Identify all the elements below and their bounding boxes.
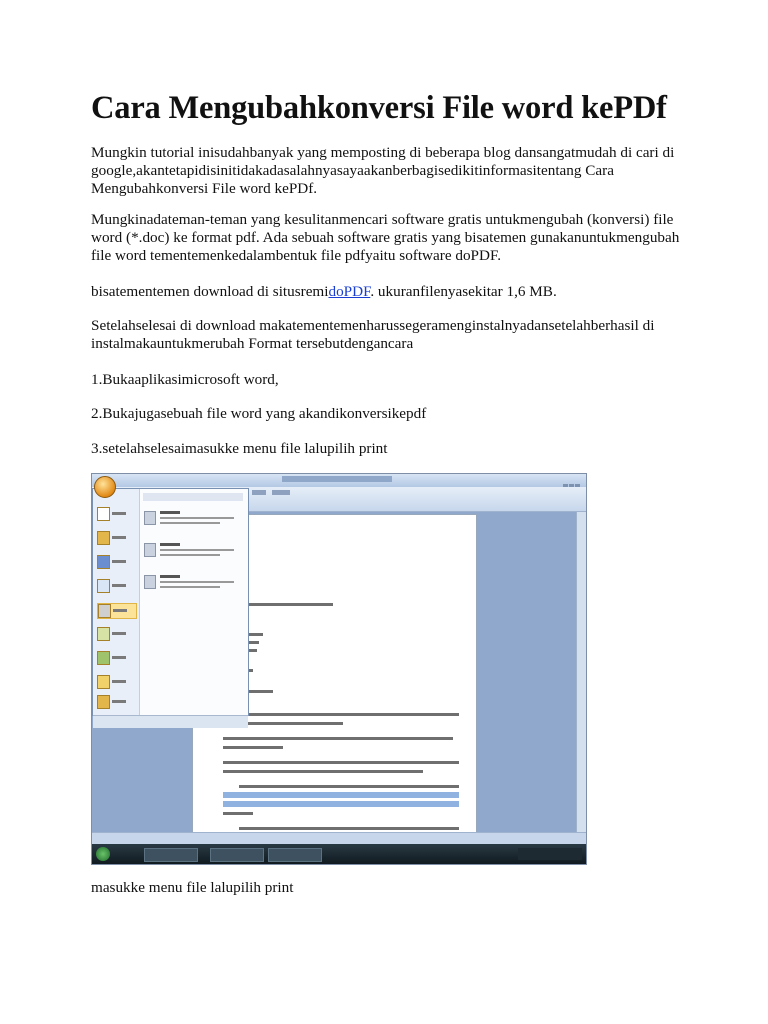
dopdf-link[interactable]: doPDF bbox=[328, 283, 371, 300]
print-menu-item[interactable] bbox=[97, 603, 137, 619]
taskbar bbox=[92, 844, 586, 864]
word-print-menu-screenshot bbox=[91, 473, 587, 865]
print-option[interactable] bbox=[144, 509, 244, 535]
paragraph-intro: Mungkin tutorial inisudahbanyak yang memposting di beberapa blog dansangatmudah di cari di google,akantetapidisinitidakadasalahnyasayaakanberbagisedikitinformasitentang Cara Mengubahkonversi File word kePDf. bbox=[91, 144, 675, 198]
paragraph-install: Setelahselesai di download makatementemenharussegeramenginstalnyadansetelahberhasil di instalmakauntukmerubah Format tersebutdengancara bbox=[91, 317, 655, 353]
paragraph-software: Mungkinadateman-teman yang kesulitanmencari software gratis untukmengubah (konversi) file word (*.doc) ke format pdf. Ada sebuah software gratis yang bisatemen gunakanuntukmengubah file word tementemenkedalambentuk file pdfyaitu software doPDF. bbox=[91, 211, 680, 265]
vertical-scrollbar[interactable] bbox=[576, 512, 586, 844]
step-3: 3.setelahselesaimasukke menu file lalupilih print bbox=[91, 440, 388, 457]
print-submenu bbox=[140, 489, 248, 715]
caption: masukke menu file lalupilih print bbox=[91, 879, 294, 896]
step-2: 2.Bukajugasebuah file word yang akandikonversikepdf bbox=[91, 405, 427, 422]
paragraph-download bbox=[91, 283, 691, 301]
window-titlebar bbox=[92, 474, 586, 487]
filesize-text: . ukuranfilenyasekitar 1,6 MB. bbox=[370, 283, 557, 300]
page-title: Cara Mengubahkonversi File word kePDf bbox=[91, 90, 667, 126]
office-orb-icon[interactable] bbox=[94, 476, 116, 498]
quick-print-option[interactable] bbox=[144, 541, 244, 567]
windows-start-icon[interactable] bbox=[96, 847, 110, 861]
office-file-menu bbox=[92, 488, 249, 716]
print-preview-option[interactable] bbox=[144, 573, 244, 599]
download-text: bisatementemen download di situsremi bbox=[91, 283, 329, 300]
step-1: 1.Bukaaplikasimicrosoft word, bbox=[91, 371, 279, 388]
